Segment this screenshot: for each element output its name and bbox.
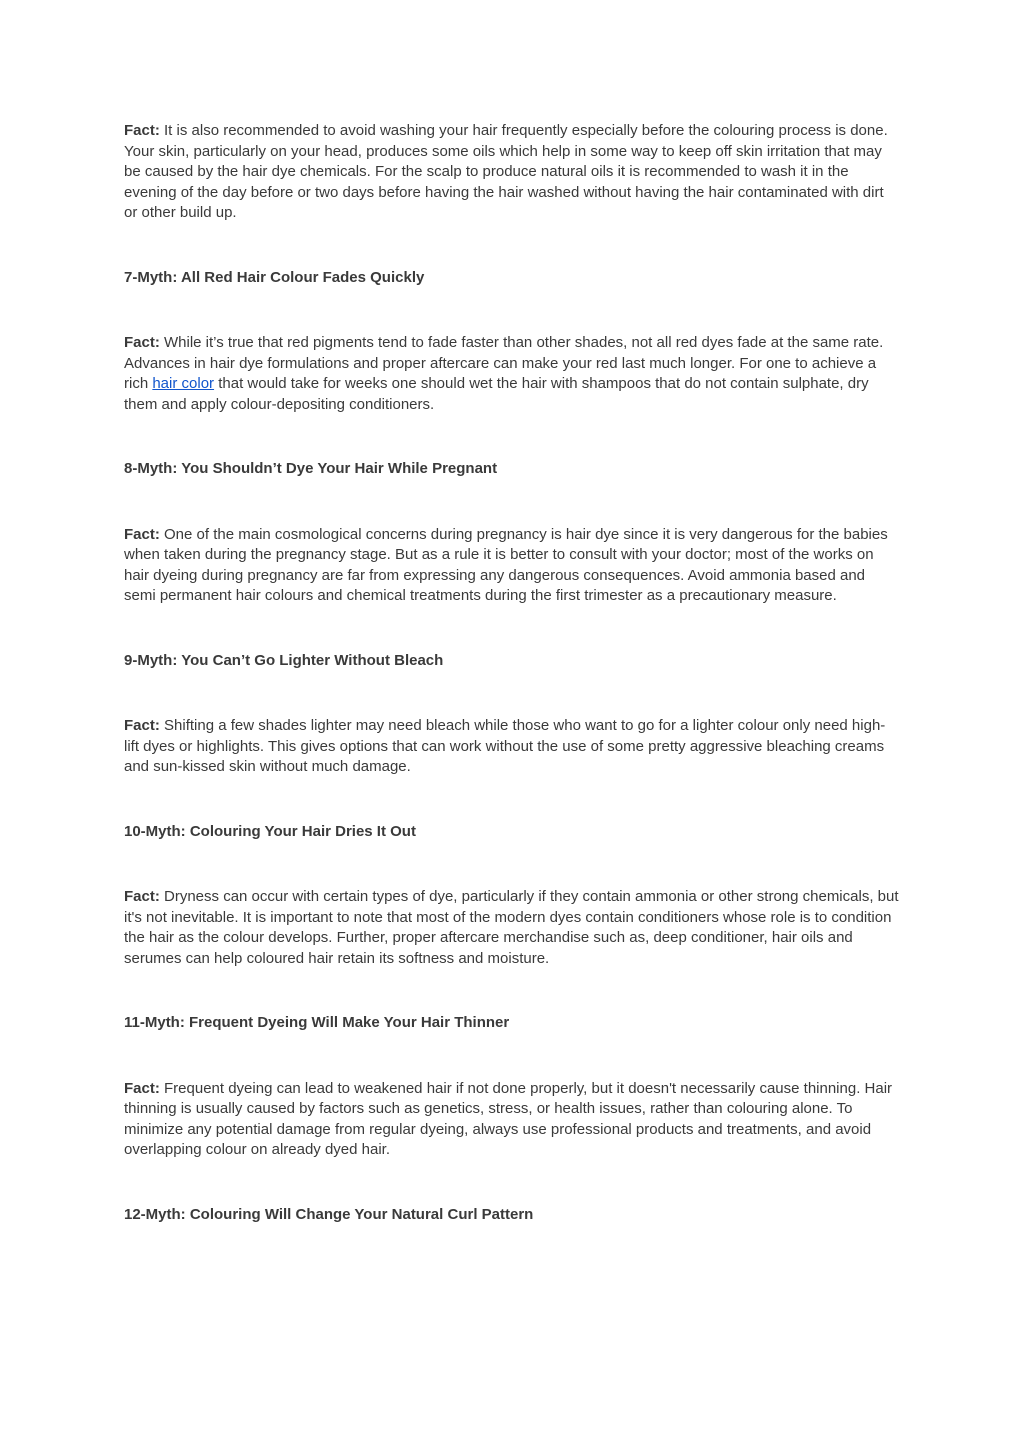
fact-text: While it’s true that red pigments tend to fade faster than other shades, not all red dyes fade at the same rate. Advances in hair dye formulations and proper aftercare can make your red last much longer. For one to achieve a rich — [124, 334, 884, 392]
fact-text: that would take for weeks one should wet the hair with shampoos that do not contain sulphate, dry them and apply colour-depositing conditioners. — [124, 375, 869, 413]
myth-8-heading: 8-Myth: You Shouldn’t Dye Your Hair While Pregnant — [124, 460, 498, 477]
fact-label: Fact: — [124, 525, 160, 543]
fact-text: One of the main cosmological concerns during pregnancy is hair dye since it is very dangerous for the babies when taken during the pregnancy stage. But as a rule it is better to consult with your doctor; most of the works on hair dyeing during pregnancy are far from expressing any dangerous consequences. Avoid ammonia based and semi permanent hair colours and chemical treatments during the first trimester as a precautionary measure. — [124, 525, 888, 604]
fact-text: Shifting a few shades lighter may need bleach while those who want to go for a lighter colour only need high-lift dyes or highlights. This gives options that can work without the use of some pretty aggressive bleaching creams and sun-kissed skin without much damage. — [124, 717, 886, 775]
fact-text: Frequent dyeing can lead to weakened hair if not done properly, but it doesn't necessarily cause thinning. Hair thinning is usually caused by factors such as genetics, stress, or health issues, rather than colouring alone. To minimize any potential damage from regular dyeing, always use professional products and treatments, and avoid overlapping colour on already dyed hair. — [124, 1079, 893, 1158]
fact-paragraph-6 — [124, 121, 899, 224]
fact-paragraph-9 — [124, 716, 899, 778]
myth-9-heading: 9-Myth: You Can’t Go Lighter Without Bleach — [124, 651, 444, 669]
fact-text: It is also recommended to avoid washing your hair frequently especially before the colouring process is done. Your skin, particularly on your head, produces some oils which help in some way to keep off skin irritation that may be caused by the hair dye chemicals. For the scalp to produce natural oils it is recommended to wash it in the evening of the day before or two days before having the hair washed without having the hair contaminated with dirt or other build up. — [124, 122, 888, 221]
fact-label: Fact: — [124, 1079, 160, 1097]
document-page — [124, 121, 899, 1225]
myth-10-heading: 10-Myth: Colouring Your Hair Dries It Out — [124, 822, 416, 840]
myth-12-heading: 12-Myth: Colouring Will Change Your Natural Curl Pattern — [124, 1205, 534, 1223]
fact-label: Fact: — [124, 717, 160, 734]
fact-text: Dryness can occur with certain types of dye, particularly if they contain ammonia or other strong chemicals, but it's not inevitable. It is important to note that most of the modern dyes contain conditioners whose role is to condition the hair as the colour develops. Further, proper aftercare merchandise such as, deep conditioner, hair oils and serumes can help coloured hair retain its softness and moisture. — [124, 888, 899, 967]
fact-paragraph-7 — [124, 333, 899, 415]
hair-color-link[interactable]: hair color — [152, 375, 215, 392]
fact-label: Fact: — [124, 334, 160, 351]
fact-label: Fact: — [124, 888, 160, 905]
myth-7-heading: 7-Myth: All Red Hair Colour Fades Quickly — [124, 268, 425, 286]
fact-label: Fact: — [124, 122, 160, 139]
myth-11-heading: 11-Myth: Frequent Dyeing Will Make Your Hair Thinner — [124, 1014, 510, 1031]
fact-paragraph-11 — [124, 1079, 899, 1161]
fact-paragraph-10 — [124, 887, 899, 969]
fact-paragraph-8 — [124, 525, 899, 607]
